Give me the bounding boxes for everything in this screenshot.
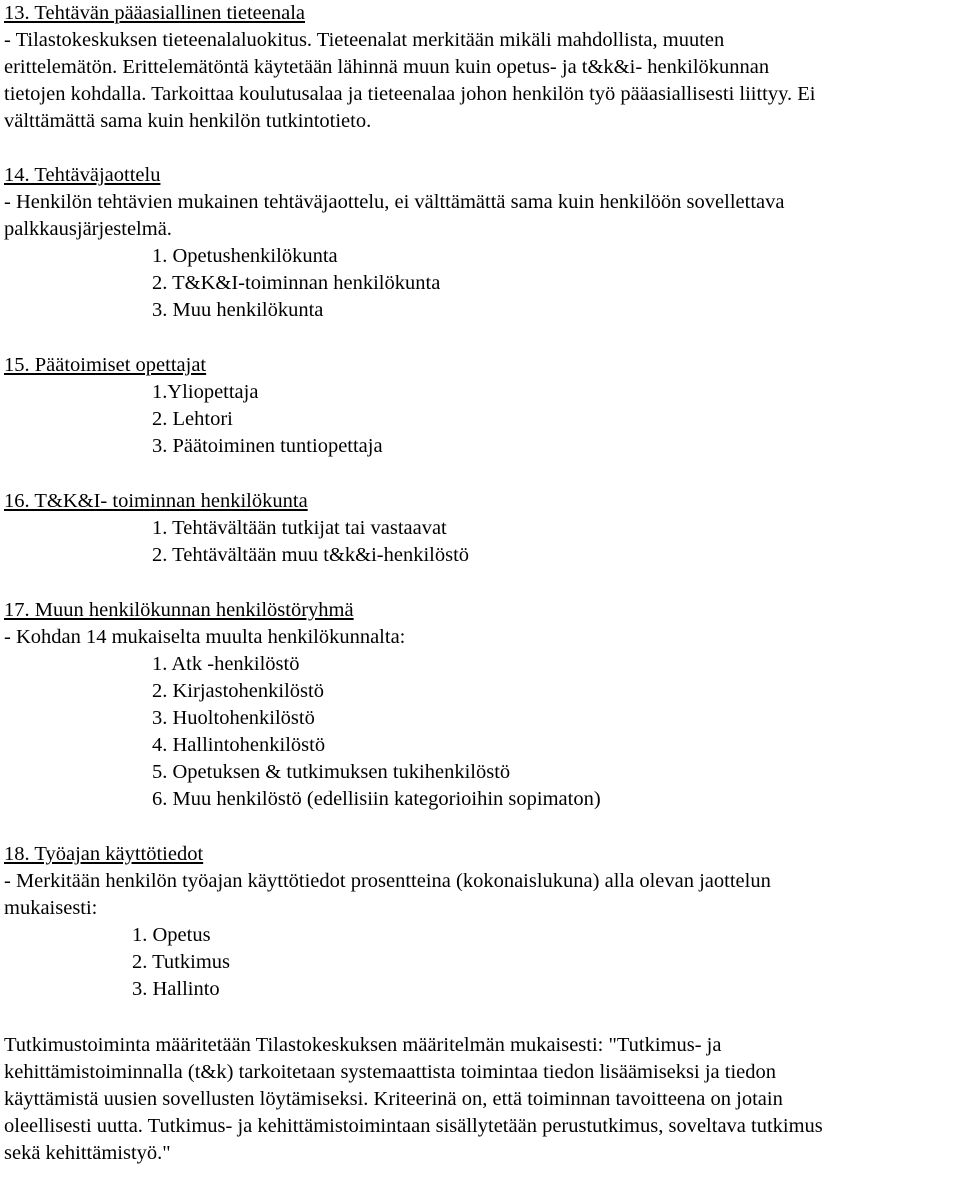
definition-line-2: kehittämistoiminnalla (t&k) tarkoitetaan systemaattista toimintaa tiedon lisäämiseksi ja tiedon	[4, 1061, 776, 1083]
definition-line-3: käyttämistä uusien sovellusten löytämiseksi. Kriteerinä on, että toiminnan tavoitteena on jotain	[4, 1088, 783, 1110]
section-17-item-2: 2. Kirjastohenkilöstö	[152, 680, 324, 702]
section-16-item-2: 2. Tehtävältään muu t&k&i-henkilöstö	[152, 544, 470, 566]
section-17-item-6: 6. Muu henkilöstö (edellisiin kategorioihin sopimaton)	[152, 788, 601, 810]
definition-line-5: sekä kehittämistyö."	[4, 1142, 171, 1164]
section-18-heading: 18. Työajan käyttötiedot	[4, 843, 204, 865]
section-17-line-1: - Kohdan 14 mukaiselta muulta henkilökunnalta:	[4, 626, 406, 648]
section-13-heading: 13. Tehtävän pääasiallinen tieteenala	[4, 2, 305, 24]
section-14-line-2: palkkausjärjestelmä.	[4, 218, 172, 240]
section-18-line-1: - Merkitään henkilön työajan käyttötiedot prosentteina (kokonaislukuna) alla olevan jaottelun	[4, 870, 771, 892]
section-17-item-1: 1. Atk -henkilöstö	[152, 653, 300, 675]
section-14-line-1: - Henkilön tehtävien mukainen tehtäväjaottelu, ei välttämättä sama kuin henkilöön sovellettava	[4, 191, 785, 213]
section-13-line-3: tietojen kohdalla. Tarkoittaa koulutusalaa ja tieteenalaa johon henkilön työ pääasiallisesti liittyy. Ei	[4, 83, 816, 105]
section-13-line-1: - Tilastokeskuksen tieteenalaluokitus. Tieteenalat merkitään mikäli mahdollista, muuten	[4, 29, 725, 51]
section-17-item-5: 5. Opetuksen & tutkimuksen tukihenkilöstö	[152, 761, 511, 783]
section-18-line-2: mukaisesti:	[4, 897, 98, 919]
section-14-item-1: 1. Opetushenkilökunta	[152, 245, 338, 267]
section-17-item-3: 3. Huoltohenkilöstö	[152, 707, 315, 729]
section-14-item-2: 2. T&K&I-toiminnan henkilökunta	[152, 272, 441, 294]
section-15-item-2: 2. Lehtori	[152, 408, 233, 430]
section-14-item-3: 3. Muu henkilökunta	[152, 299, 324, 321]
section-18-item-2: 2. Tutkimus	[132, 951, 230, 973]
definition-line-4: oleellisesti uutta. Tutkimus- ja kehittämistoimintaan sisällytetään perustutkimus, soveltava tutkimus	[4, 1115, 823, 1137]
section-14-heading: 14. Tehtäväjaottelu	[4, 164, 161, 186]
section-18-item-1: 1. Opetus	[132, 924, 211, 946]
section-13-line-4: välttämättä sama kuin henkilön tutkintotieto.	[4, 110, 372, 132]
section-17-item-4: 4. Hallintohenkilöstö	[152, 734, 326, 756]
section-18-item-3: 3. Hallinto	[132, 978, 220, 1000]
section-16-item-1: 1. Tehtävältään tutkijat tai vastaavat	[152, 517, 447, 539]
section-13-line-2: erittelemätön. Erittelemätöntä käytetään lähinnä muun kuin opetus- ja t&k&i- henkilökunnan	[4, 56, 770, 78]
section-16-heading: 16. T&K&I- toiminnan henkilökunta	[4, 490, 308, 512]
section-15-heading: 15. Päätoimiset opettajat	[4, 354, 207, 376]
section-15-item-3: 3. Päätoiminen tuntiopettaja	[152, 435, 383, 457]
definition-line-1: Tutkimustoiminta määritetään Tilastokeskuksen määritelmän mukaisesti: "Tutkimus- ja	[4, 1034, 722, 1056]
section-17-heading: 17. Muun henkilökunnan henkilöstöryhmä	[4, 599, 354, 621]
section-15-item-1: 1.Yliopettaja	[152, 381, 259, 403]
